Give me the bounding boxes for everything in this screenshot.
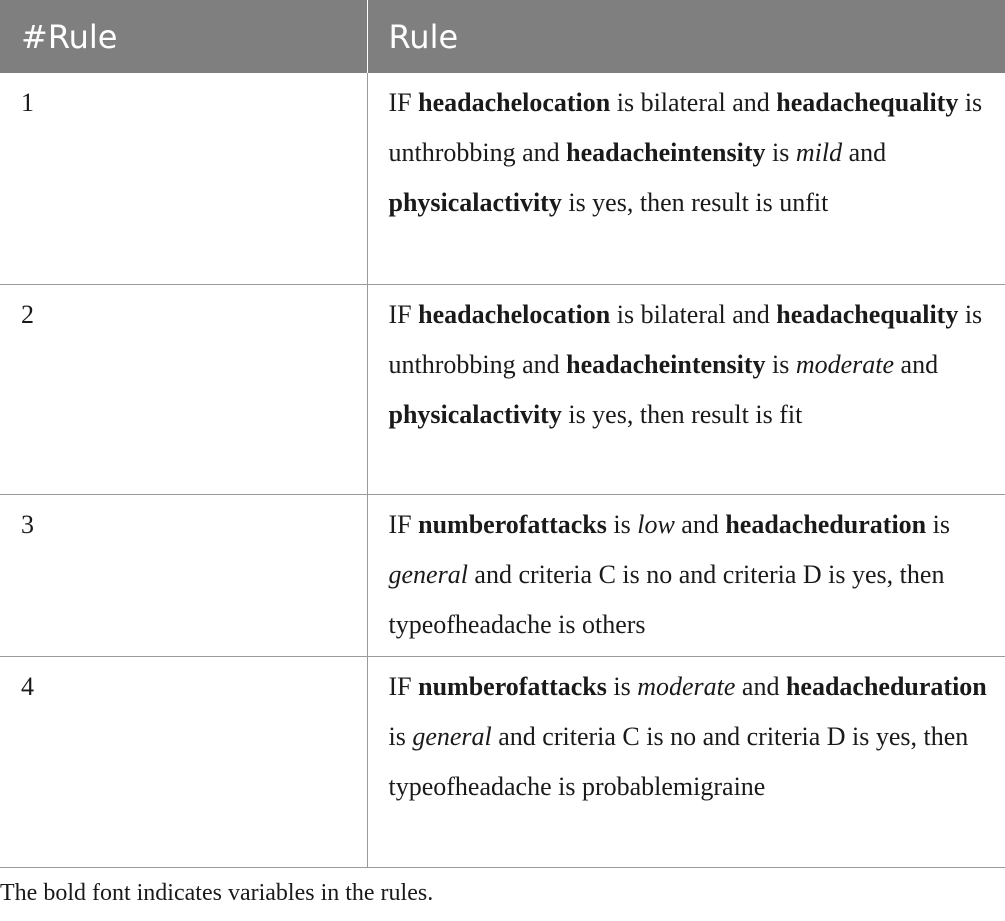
rule-variable: physicalactivity [388,399,562,429]
rule-text-cell [367,284,1005,494]
rule-value: low [637,509,675,539]
rule-text: IF [388,299,419,329]
rule-number-cell: 1 [0,73,367,284]
rule-text-cell [367,494,1005,656]
rule-text: and criteria C is no and criteria D is yes, then typeofheadache is others [388,559,945,639]
rule-text: is unthrobbing and [388,88,983,167]
rule-text: is [606,671,638,701]
rule-number-cell: 2 [0,284,367,494]
rule-variable: headachelocation [418,299,611,329]
rule-text: is [926,509,950,539]
rule-variable: numberofattacks [418,671,607,701]
rule-value: moderate [637,671,736,701]
rule-text: and [842,138,887,167]
rule-text: and [894,349,939,379]
rule-text: is [765,349,796,379]
rule-variable: physicalactivity [388,188,562,217]
rule-text: IF [388,88,419,117]
rule-text: is yes, then result is unfit [561,188,829,217]
header-rule-number: #Rule [21,17,118,56]
rule-variable: headachequality [776,88,959,117]
table-header-row [0,0,1005,73]
rule-variable: headacheduration [725,509,927,539]
table-row [0,73,1005,284]
rule-text: and criteria C is no and criteria D is yes, then typeofheadache is probablemigraine [388,721,969,801]
rule-text: is bilateral and [610,299,777,329]
rule-text-cell [367,73,1005,284]
rule-variable: numberofattacks [418,509,607,539]
rule-text: is [388,721,413,751]
table-footnote: The bold font indicates variables in the rules. [0,880,434,906]
rule-value: general [388,559,468,589]
table-row [0,284,1005,494]
rule-text: is bilateral and [610,88,777,117]
rule-text: is unthrobbing and [388,299,983,379]
rule-text: and [674,509,726,539]
rule-text: is yes, then result is fit [561,399,803,429]
rule-variable: headacheduration [785,671,987,701]
table-row [0,656,1005,867]
rule-value: general [412,721,492,751]
rule-variable: headachelocation [418,88,611,117]
rule-text: IF [388,509,419,539]
table-row [0,494,1005,656]
rule-text: is [606,509,638,539]
rule-variable: headacheintensity [566,138,766,167]
rule-variable: headachequality [776,299,959,329]
rule-text: and [735,671,786,701]
rule-text: IF [388,671,419,701]
rule-value: mild [795,138,843,167]
rule-text-cell [367,656,1005,867]
rule-variable: headacheintensity [566,349,766,379]
header-rule: Rule [367,0,1005,73]
rule-number-cell: 3 [0,494,367,656]
rule-value: moderate [795,349,895,379]
rule-text: is [765,138,796,167]
rule-number-cell: 4 [0,656,367,867]
